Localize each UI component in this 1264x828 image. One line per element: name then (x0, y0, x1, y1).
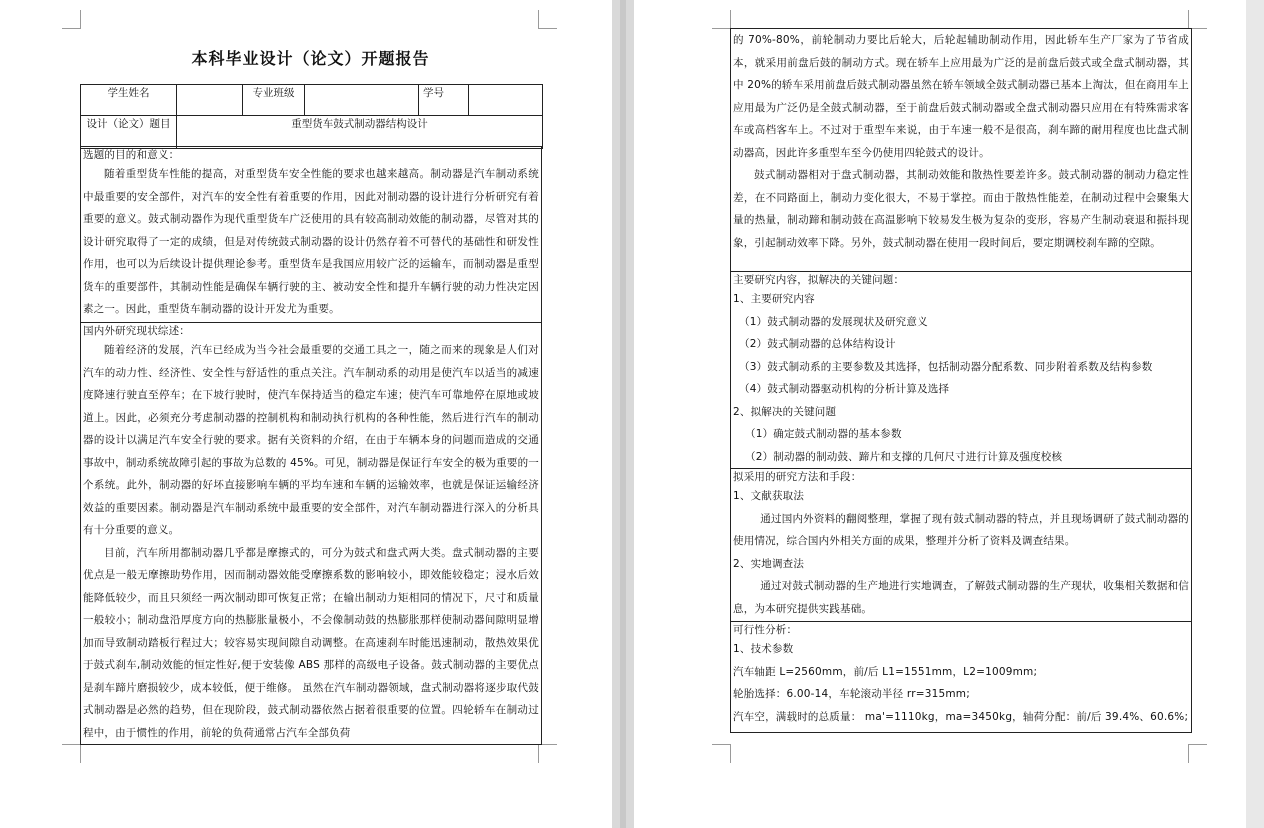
continuation-paragraph: 鼓式制动器相对于盘式制动器，其制动效能和散热性要差许多。鼓式制动器的制动力稳定性差，在不同路面上，制动力变化很大，不易于掌控。而由于散热性能差，在制动过程中会聚集大量的热量，制动蹄和制动鼓在高温影响下较易发生极为复杂的变形，容易产生制动衰退和振抖现象，引起制动效率下降。另外，鼓式制动器在使用一段时间后，要定期调校刹车蹄的空隙。 (733, 169, 1189, 249)
research-paragraph: 随着经济的发展，汽车已经成为当今社会最重要的交通工具之一，随之而来的现象是人们对汽车的动力性、经济性、安全性与舒适性的重点关注。汽车制动系的动用是使汽车以适当的减速度降速行驶直至停车；在下坡行驶时，使汽车保持适当的稳定车速；使汽车可靠地停在原地或坡道上。因此，必须充分考虑制动器的控制机构和制动执行机构的各种性能，然后进行汽车的制动器的设计以满足汽车安全行驶的要求。据有关资料的介绍，在由于车辆本身的问题而造成的交通事故中，制动系统故障引起的事故为总数的 45%。可见，制动器是保证行车安全的极为重要的一个系统。此外，制动器的好坏直接影响车辆的平均车速和车辆的运输效率，也就是保证运输经济效益的重要因素。制动器是汽车制动系统中最重要的安全部件，对汽车制动器进行深入的分析具有十分重要的意义。 (83, 344, 539, 536)
research-heading: 国内外研究现状综述： (83, 325, 190, 337)
methods-section (731, 469, 1191, 620)
content-subheading: 1、主要研究内容 (733, 293, 815, 305)
crop-mark (1188, 10, 1207, 29)
crop-mark (62, 744, 81, 763)
purpose-table (80, 146, 542, 745)
continuation-table (730, 28, 1192, 733)
content-subheading: 2、拟解决的关键问题 (733, 405, 837, 418)
scrollbar-track[interactable] (620, 0, 626, 828)
feasibility-section (731, 622, 1191, 728)
research-paragraph: 目前，汽车所用都制动器几乎都是摩擦式的，可分为鼓式和盘式两大类。盘式制动器的主要优点是一般无摩擦助势作用，因而制动器效能受摩擦系数的影响较小，即效能较稳定；浸水后效能降低较少，而且只须经一两次制动即可恢复正常；在输出制动力矩相同的情况下，尺寸和质量一般较小；制动盘沿厚度方向的热膨胀量极小，不会像制动鼓的热膨胀那样使制动器间隙明显增加而导致制动踏板行程过大；较容易实现间隙自动调整。在高速刹车时能迅速制动，散热效果优于鼓式刹车,制动效能的恒定性好,便于安装像 ABS 那样的高级电子设备。鼓式制动器的主要优点是刹车蹄片磨损较少，成本较低，便于维修。 虽然在汽车制动器领域，盘式制动器将逐步取代鼓式制动器是必然的趋势，但在现阶段，鼓式制动器依然占据着很重要的位置。四轮轿车在制动过程中，由于惯性的作用，前轮的负荷通常占汽车全部负荷 (83, 546, 539, 739)
research-section (81, 323, 541, 744)
class-value[interactable] (305, 85, 419, 116)
crop-mark (712, 10, 731, 29)
content-item: （3）鼓式制动系的主要参数及其选择，包括制动器分配系数、同步附着系数及结构参数 (739, 360, 1153, 373)
content-item: （4）鼓式制动器驱动机构的分析计算及选择 (739, 383, 950, 395)
document-page-1 (0, 0, 612, 828)
content-item: （1）鼓式制动器的发展现状及研究意义 (739, 315, 928, 328)
parameter-line: 轮胎选择：6.00-14，车轮滚动半径 rr=315mm; (733, 688, 970, 700)
document-page-2 (634, 0, 1246, 828)
purpose-paragraph: 随着重型货车性能的提高，对重型货车安全性能的要求也越来越高。制动器是汽车制动系统中最重要的安全部件，对汽车的安全性有着重要的作用，因此对制动器的设计进行分析研究有着重要的意义。鼓式制动器作为现代重型货车广泛使用的具有较高制动效能的制动器，尽管对其的设计研究取得了一定的成绩，但是对传统鼓式制动器的设计仍然存着不可替代的基础性和研发性作用，也可以为后续设计提供理论参考。重型货车是我国应用较广泛的运输车，而制动器是重型货车的重要部件，其制动性能是确保车辆行驶的主、被动安全性和提升车辆行驶的动力性决定因素之一。因此，重型货车制动器的设计开发尤为重要。 (83, 168, 539, 315)
topic-value[interactable]: 重型货车鼓式制动器结构设计 (177, 116, 543, 149)
content-item: （2）鼓式制动器的总体结构设计 (739, 338, 896, 350)
content-heading: 主要研究内容，拟解决的关键问题： (733, 274, 905, 286)
crop-mark (712, 744, 731, 763)
parameter-line: 汽车空，满载时的总质量： ma'=1110kg，ma=3450kg，轴荷分配：前/后 39.4%、60.6%; (733, 710, 1189, 723)
method-text: 通过对鼓式制动器的生产地进行实地调查，了解鼓式制动器的生产现状，收集相关数据和信息，为本研究提供实践基础。 (733, 580, 1189, 615)
method-title: 2、实地调查法 (733, 557, 805, 570)
problem-item: （2）制动器的制动鼓、蹄片和支撑的几何尺寸进行计算及强度校核 (745, 450, 1063, 463)
feasibility-heading: 可行性分析： (733, 624, 798, 636)
problem-item: （1）确定鼓式制动器的基本参数 (745, 428, 902, 440)
content-section (731, 272, 1191, 468)
feasibility-subheading: 1、技术参数 (733, 643, 794, 655)
student-id-label: 学号 (419, 85, 469, 116)
document-title: 本科毕业设计（论文）开题报告 (191, 49, 430, 68)
page-gap (612, 0, 634, 828)
student-id-value[interactable] (469, 85, 543, 116)
topic-label: 设计（论文）题目 (81, 116, 177, 149)
parameter-line: 汽车轴距 L=2560mm，前/后 L1=1551mm，L2=1009mm; (733, 665, 1038, 678)
info-table (80, 84, 543, 149)
continuation-paragraph: 的 70%-80%，前轮制动力要比后轮大，后轮起辅助制动作用，因此轿车生产厂家为了节省成本，就采用前盘后鼓的制动方式。现在轿车上应用最为广泛的是前盘后鼓式或全盘式制动器，其中 20%的轿车采用前盘后鼓式制动器虽然在轿车领域全鼓式制动器已基本上淘汰，但在商用车上应用最为广泛仍是全鼓式制动器，至于前盘后鼓式制动器或全盘式制动器只应用在有特殊需求客车或高档客车上。不过对于重型车来说，由于车速一般不是很高，刹车蹄的耐用程度也比盘式制动器高，因此许多重型车至今仍使用四轮鼓式的设计。 (733, 34, 1189, 159)
purpose-heading: 选题的目的和意义： (83, 149, 180, 161)
class-label: 专业班级 (243, 85, 305, 116)
student-name-label: 学生姓名 (81, 85, 177, 116)
crop-mark (62, 10, 81, 29)
crop-mark (538, 10, 557, 29)
student-name-value[interactable] (177, 85, 243, 116)
crop-mark (538, 744, 557, 763)
continuation-section (731, 29, 1191, 254)
method-title: 1、文献获取法 (733, 490, 805, 502)
crop-mark (1188, 744, 1207, 763)
method-text: 通过国内外资料的翻阅整理，掌握了现有鼓式制动器的特点，并且现场调研了鼓式制动器的使用情况，综合国内外相关方面的成果，整理并分析了资料及调查结果。 (733, 512, 1189, 547)
purpose-section (81, 147, 541, 321)
methods-heading: 拟采用的研究方法和手段： (733, 471, 862, 483)
